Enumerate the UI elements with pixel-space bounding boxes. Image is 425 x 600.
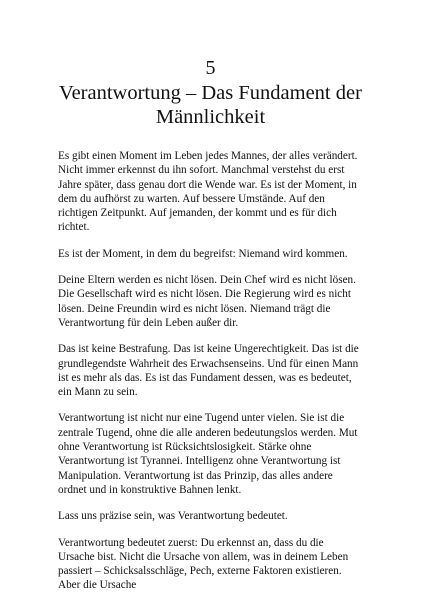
chapter-title-line-1: Verantwortung – Das Fundament der [59,82,362,104]
chapter-title [58,81,363,129]
chapter-number: 5 [205,57,216,79]
chapter-body [58,149,363,593]
chapter-title-line-2: Männlichkeit [155,106,266,128]
paragraph: Verantwortung bedeutet zuerst: Du erkennst an, dass du die Ursache bist. Nicht die Ursache von allem, was in deinem Leben passiert – Schicksalsschläge, Pech, externe Faktoren existieren. Aber die Ursache [58,536,349,592]
paragraph: Deine Eltern werden es nicht lösen. Dein Chef wird es nicht lösen. Die Gesellschaft wird es nicht lösen. Die Regierung wird es nicht lösen. Deine Freundin wird es nicht lösen. Niemand trägt die Verantwortung für dein Leben außer dir. [58,274,356,329]
paragraph: Es gibt einen Moment im Leben jedes Mannes, der alles verändert. Nicht immer erkennst du ihn sofort. Manchmal verstehst du erst Jahre später, dass genau dort die Wende war. Es ist der Moment, in dem du aufhörst zu warten. Auf bessere Umstände. Auf den richtigen Zeitpunkt. Auf jemanden, der kommt und es für dich richtet. [58,150,358,234]
paragraph: Lass uns präzise sein, was Verantwortung bedeutet. [58,510,288,523]
paragraph: Verantwortung ist nicht nur eine Tugend unter vielen. Sie ist die zentrale Tugend, ohne die alle anderen bedeutungslos werden. Mut ohne Verantwortung ist Rücksichtslosigkeit. Stärke ohne Verantwortung ist Tyrannei. Intelligenz ohne Verantwortung ist Manipulation. Verantwortung ist das Prinzip, das alles andere ordnet und in konstruktive Bahnen lenkt. [58,412,358,496]
paragraph: Das ist keine Bestrafung. Das ist keine Ungerechtigkeit. Das ist die grundlegendste Wahrheit des Erwachsenseins. Und für einen Mann ist es mehr als das. Es ist das Fundament dessen, was es bedeutet, ein Mann zu sein. [58,343,359,399]
paragraph: Es ist der Moment, in dem du begreifst: Niemand wird kommen. [58,247,348,260]
